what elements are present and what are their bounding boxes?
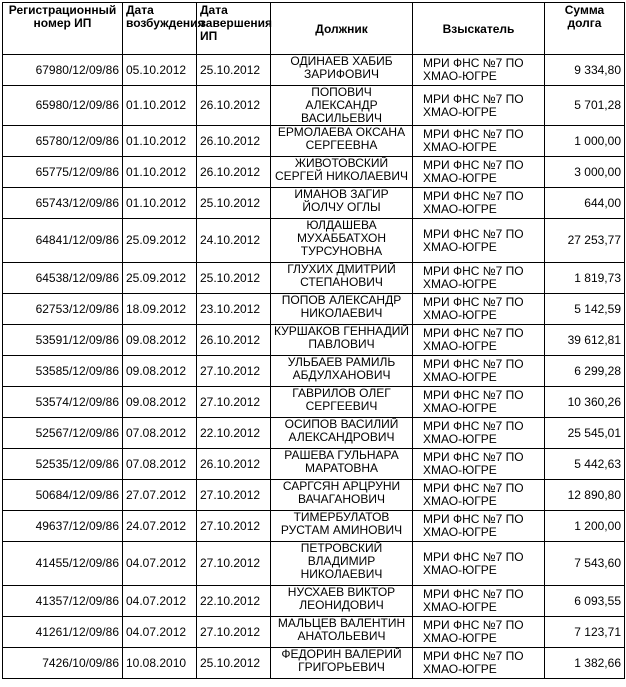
amount-cell: 7 123,71 <box>545 617 625 648</box>
reg-number-cell: 65980/12/09/86 <box>3 86 123 126</box>
header-start-date: Дата возбуждения <box>123 3 197 55</box>
debtor-cell: УЛЬБАЕВ РАМИЛЬ АБДУЛХАНОВИЧ <box>271 356 413 387</box>
amount-cell: 39 612,81 <box>545 325 625 356</box>
reg-number-cell: 53574/12/09/86 <box>3 387 123 418</box>
start-date-cell: 09.08.2012 <box>123 356 197 387</box>
table-header <box>3 3 625 55</box>
debtor-cell: ФЕДОРИН ВАЛЕРИЙ ГРИГОРЬЕВИЧ <box>271 648 413 679</box>
amount-cell: 9 334,80 <box>545 55 625 86</box>
start-date-cell: 01.10.2012 <box>123 157 197 188</box>
start-date-cell: 01.10.2012 <box>123 126 197 157</box>
reg-number-cell: 49637/12/09/86 <box>3 511 123 542</box>
amount-cell: 1 382,66 <box>545 648 625 679</box>
end-date-cell: 22.10.2012 <box>197 418 271 449</box>
start-date-cell: 09.08.2012 <box>123 387 197 418</box>
start-date-cell: 18.09.2012 <box>123 294 197 325</box>
start-date-cell: 04.07.2012 <box>123 617 197 648</box>
amount-cell: 27 253,77 <box>545 219 625 263</box>
amount-cell: 1 200,00 <box>545 511 625 542</box>
table-row <box>3 294 625 325</box>
reg-number-cell: 53591/12/09/86 <box>3 325 123 356</box>
reg-number-cell: 50684/12/09/86 <box>3 480 123 511</box>
end-date-cell: 27.10.2012 <box>197 480 271 511</box>
creditor-cell: МРИ ФНС №7 ПО ХМАО-ЮГРЕ <box>413 480 545 511</box>
table-row <box>3 449 625 480</box>
debtor-cell: ГАВРИЛОВ ОЛЕГ СЕРГЕЕВИЧ <box>271 387 413 418</box>
header-amount: Сумма долга <box>545 3 625 55</box>
reg-number-cell: 65780/12/09/86 <box>3 126 123 157</box>
start-date-cell: 09.08.2012 <box>123 325 197 356</box>
table-body <box>3 55 625 679</box>
table-row <box>3 126 625 157</box>
table-row <box>3 188 625 219</box>
amount-cell: 12 890,80 <box>545 480 625 511</box>
table-row <box>3 511 625 542</box>
start-date-cell: 01.10.2012 <box>123 188 197 219</box>
table-row <box>3 648 625 679</box>
debtor-cell: ГЛУХИХ ДМИТРИЙ СТЕПАНОВИЧ <box>271 263 413 294</box>
start-date-cell: 27.07.2012 <box>123 480 197 511</box>
table-row <box>3 325 625 356</box>
creditor-cell: МРИ ФНС №7 ПО ХМАО-ЮГРЕ <box>413 55 545 86</box>
header-end-date: Дата завершения ИП <box>197 3 271 55</box>
reg-number-cell: 67980/12/09/86 <box>3 55 123 86</box>
creditor-cell: МРИ ФНС №7 ПО ХМАО-ЮГРЕ <box>413 126 545 157</box>
debtor-cell: РАШЕВА ГУЛЬНАРА МАРАТОВНА <box>271 449 413 480</box>
amount-cell: 5 701,28 <box>545 86 625 126</box>
header-creditor: Взыскатель <box>413 3 545 55</box>
creditor-cell: МРИ ФНС №7 ПО ХМАО-ЮГРЕ <box>413 157 545 188</box>
end-date-cell: 25.10.2012 <box>197 55 271 86</box>
debtor-cell: ОСИПОВ ВАСИЛИЙ АЛЕКСАНДРОВИЧ <box>271 418 413 449</box>
start-date-cell: 07.08.2012 <box>123 418 197 449</box>
table-row <box>3 86 625 126</box>
amount-cell: 1 819,73 <box>545 263 625 294</box>
amount-cell: 10 360,26 <box>545 387 625 418</box>
amount-cell: 644,00 <box>545 188 625 219</box>
start-date-cell: 25.09.2012 <box>123 263 197 294</box>
header-reg-number: Регистрационный номер ИП <box>3 3 123 55</box>
debtor-cell: САРГСЯН АРЦРУНИ ВАЧАГАНОВИЧ <box>271 480 413 511</box>
start-date-cell: 05.10.2012 <box>123 55 197 86</box>
end-date-cell: 27.10.2012 <box>197 542 271 586</box>
table-row <box>3 263 625 294</box>
table-row <box>3 356 625 387</box>
end-date-cell: 26.10.2012 <box>197 449 271 480</box>
debtor-cell: ПОПОВИЧ АЛЕКСАНДР ВАСИЛЬЕВИЧ <box>271 86 413 126</box>
creditor-cell: МРИ ФНС №7 ПО ХМАО-ЮГРЕ <box>413 648 545 679</box>
end-date-cell: 27.10.2012 <box>197 387 271 418</box>
reg-number-cell: 65743/12/09/86 <box>3 188 123 219</box>
amount-cell: 7 543,60 <box>545 542 625 586</box>
debtor-cell: ЮЛДАШЕВА МУХАББАТХОН ТУРСУНОВНА <box>271 219 413 263</box>
reg-number-cell: 64538/12/09/86 <box>3 263 123 294</box>
amount-cell: 5 142,59 <box>545 294 625 325</box>
reg-number-cell: 64841/12/09/86 <box>3 219 123 263</box>
end-date-cell: 26.10.2012 <box>197 157 271 188</box>
debtor-cell: КУРШАКОВ ГЕННАДИЙ ПАВЛОВИЧ <box>271 325 413 356</box>
table-row <box>3 387 625 418</box>
enforcement-proceedings-table <box>2 2 625 679</box>
table-row <box>3 157 625 188</box>
amount-cell: 6 093,55 <box>545 586 625 617</box>
debtor-cell: ОДИНАЕВ ХАБИБ ЗАРИФОВИЧ <box>271 55 413 86</box>
start-date-cell: 04.07.2012 <box>123 542 197 586</box>
end-date-cell: 22.10.2012 <box>197 586 271 617</box>
reg-number-cell: 52535/12/09/86 <box>3 449 123 480</box>
creditor-cell: МРИ ФНС №7 ПО ХМАО-ЮГРЕ <box>413 356 545 387</box>
amount-cell: 25 545,01 <box>545 418 625 449</box>
amount-cell: 6 299,28 <box>545 356 625 387</box>
end-date-cell: 26.10.2012 <box>197 86 271 126</box>
end-date-cell: 23.10.2012 <box>197 294 271 325</box>
reg-number-cell: 41261/12/09/86 <box>3 617 123 648</box>
amount-cell: 3 000,00 <box>545 157 625 188</box>
end-date-cell: 27.10.2012 <box>197 356 271 387</box>
start-date-cell: 07.08.2012 <box>123 449 197 480</box>
creditor-cell: МРИ ФНС №7 ПО ХМАО-ЮГРЕ <box>413 263 545 294</box>
end-date-cell: 25.10.2012 <box>197 648 271 679</box>
reg-number-cell: 52567/12/09/86 <box>3 418 123 449</box>
start-date-cell: 25.09.2012 <box>123 219 197 263</box>
debtor-cell: МАЛЬЦЕВ ВАЛЕНТИН АНАТОЛЬЕВИЧ <box>271 617 413 648</box>
end-date-cell: 25.10.2012 <box>197 188 271 219</box>
start-date-cell: 24.07.2012 <box>123 511 197 542</box>
creditor-cell: МРИ ФНС №7 ПО ХМАО-ЮГРЕ <box>413 542 545 586</box>
start-date-cell: 10.08.2010 <box>123 648 197 679</box>
debtor-cell: НУСХАЕВ ВИКТОР ЛЕОНИДОВИЧ <box>271 586 413 617</box>
end-date-cell: 27.10.2012 <box>197 617 271 648</box>
debts-sheet <box>2 2 624 685</box>
end-date-cell: 24.10.2012 <box>197 219 271 263</box>
end-date-cell: 26.10.2012 <box>197 325 271 356</box>
table-row <box>3 542 625 586</box>
table-row <box>3 418 625 449</box>
creditor-cell: МРИ ФНС №7 ПО ХМАО-ЮГРЕ <box>413 586 545 617</box>
debtor-cell: ЕРМОЛАЕВА ОКСАНА СЕРГЕЕВНА <box>271 126 413 157</box>
debtor-cell: ИМАНОВ ЗАГИР ЙОЛЧУ ОГЛЫ <box>271 188 413 219</box>
reg-number-cell: 41357/12/09/86 <box>3 586 123 617</box>
amount-cell: 5 442,63 <box>545 449 625 480</box>
debtor-cell: ЖИВОТОВСКИЙ СЕРГЕЙ НИКОЛАЕВИЧ <box>271 157 413 188</box>
creditor-cell: МРИ ФНС №7 ПО ХМАО-ЮГРЕ <box>413 511 545 542</box>
header-debtor: Должник <box>271 3 413 55</box>
end-date-cell: 26.10.2012 <box>197 126 271 157</box>
amount-cell: 1 000,00 <box>545 126 625 157</box>
table-row <box>3 480 625 511</box>
reg-number-cell: 53585/12/09/86 <box>3 356 123 387</box>
creditor-cell: МРИ ФНС №7 ПО ХМАО-ЮГРЕ <box>413 418 545 449</box>
table-row <box>3 219 625 263</box>
start-date-cell: 01.10.2012 <box>123 86 197 126</box>
end-date-cell: 25.10.2012 <box>197 263 271 294</box>
debtor-cell: ПЕТРОВСКИЙ ВЛАДИМИР НИКОЛАЕВИЧ <box>271 542 413 586</box>
creditor-cell: МРИ ФНС №7 ПО ХМАО-ЮГРЕ <box>413 188 545 219</box>
reg-number-cell: 41455/12/09/86 <box>3 542 123 586</box>
creditor-cell: МРИ ФНС №7 ПО ХМАО-ЮГРЕ <box>413 294 545 325</box>
end-date-cell: 27.10.2012 <box>197 511 271 542</box>
reg-number-cell: 7426/10/09/86 <box>3 648 123 679</box>
debtor-cell: ТИМЕРБУЛАТОВ РУСТАМ АМИНОВИЧ <box>271 511 413 542</box>
reg-number-cell: 62753/12/09/86 <box>3 294 123 325</box>
creditor-cell: МРИ ФНС №7 ПО ХМАО-ЮГРЕ <box>413 86 545 126</box>
creditor-cell: МРИ ФНС №7 ПО ХМАО-ЮГРЕ <box>413 617 545 648</box>
table-row <box>3 586 625 617</box>
creditor-cell: МРИ ФНС №7 ПО ХМАО-ЮГРЕ <box>413 325 545 356</box>
reg-number-cell: 65775/12/09/86 <box>3 157 123 188</box>
header-row <box>3 3 625 55</box>
creditor-cell: МРИ ФНС №7 ПО ХМАО-ЮГРЕ <box>413 449 545 480</box>
table-row <box>3 55 625 86</box>
debtor-cell: ПОПОВ АЛЕКСАНДР НИКОЛАЕВИЧ <box>271 294 413 325</box>
start-date-cell: 04.07.2012 <box>123 586 197 617</box>
table-row <box>3 617 625 648</box>
creditor-cell: МРИ ФНС №7 ПО ХМАО-ЮГРЕ <box>413 219 545 263</box>
creditor-cell: МРИ ФНС №7 ПО ХМАО-ЮГРЕ <box>413 387 545 418</box>
